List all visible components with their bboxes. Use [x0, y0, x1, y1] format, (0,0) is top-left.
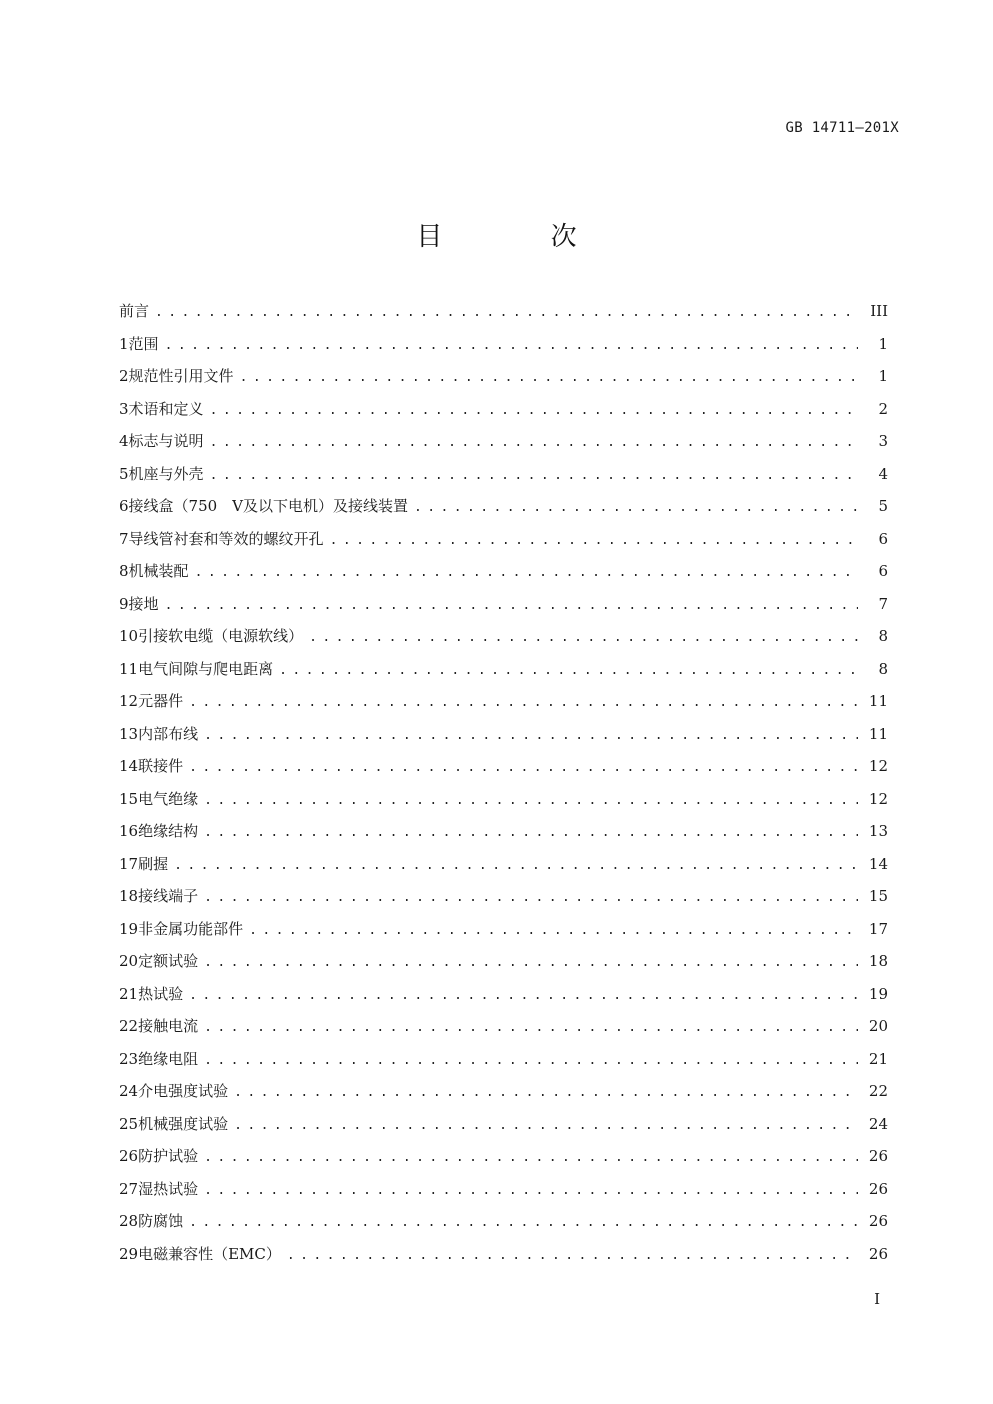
- toc-entry-title: 热试验: [138, 984, 184, 1003]
- dot-leader: [204, 947, 858, 980]
- toc-entry-page: 8: [878, 659, 888, 678]
- dot-leader: [204, 785, 858, 818]
- dot-leader: [287, 1240, 858, 1273]
- toc-entry-number: 11: [119, 659, 139, 678]
- toc-entry-title: 绝缘电阻: [138, 1049, 199, 1068]
- toc-entry-number: 5: [119, 464, 129, 483]
- toc-entry-number: 24: [119, 1082, 139, 1100]
- toc-entry-title: 定额试验: [138, 952, 199, 970]
- toc-entry[interactable]: [119, 1108, 888, 1141]
- toc-entry-page: 18: [868, 952, 888, 970]
- toc-entry-title: 联接件: [138, 757, 184, 775]
- toc-entry-title: 引接软电缆（电源软线）: [138, 627, 304, 645]
- toc-entry-number: 25: [119, 1114, 139, 1133]
- dot-leader: [279, 655, 858, 688]
- toc-entry[interactable]: [119, 848, 888, 881]
- toc-entry-title: 电磁兼容性（EMC）: [138, 1244, 281, 1263]
- toc-entry-title: 接线盒（750 V及以下电机）及接线装置: [128, 497, 409, 515]
- dot-leader: [249, 915, 858, 948]
- toc-entry-number: 9: [119, 594, 129, 613]
- dot-leader: [210, 460, 858, 493]
- toc-entry-title: 接地: [128, 594, 159, 613]
- dot-leader: [189, 687, 858, 720]
- toc-entry-page: 14: [868, 854, 888, 873]
- page-number: I: [874, 1290, 880, 1308]
- toc-entry[interactable]: [119, 750, 888, 783]
- toc-entry-number: 21: [119, 984, 139, 1003]
- toc-entry-title: 非金属功能部件: [138, 919, 244, 938]
- toc-entry-title: 电气间隙与爬电距离: [138, 659, 274, 678]
- dot-leader: [204, 882, 858, 915]
- toc-entry[interactable]: [119, 718, 888, 751]
- toc-entry[interactable]: [119, 978, 888, 1011]
- dot-leader: [174, 850, 858, 883]
- toc-entry-number: 28: [119, 1212, 139, 1230]
- toc-entry[interactable]: [119, 393, 888, 426]
- toc-entry-page: 6: [878, 562, 888, 580]
- toc-entry-title: 机座与外壳: [128, 464, 204, 483]
- toc-entry[interactable]: [119, 425, 888, 458]
- toc-entry-number: 18: [119, 887, 139, 905]
- dot-leader: [204, 1142, 858, 1175]
- toc-entry-number: 12: [119, 692, 139, 710]
- toc-entry-number: 15: [119, 789, 139, 808]
- dot-leader: [165, 330, 858, 363]
- toc-entry-title: 刷握: [138, 854, 169, 873]
- toc-entry-title: 接线端子: [138, 887, 199, 905]
- toc-entry-title: 接触电流: [138, 1017, 199, 1035]
- toc-entry-page: 1: [878, 334, 888, 353]
- toc-entry-page: 13: [868, 822, 888, 840]
- toc-entry-page: 24: [868, 1114, 888, 1133]
- toc-entry-title: 电气绝缘: [138, 789, 199, 808]
- toc-entry-page: 5: [878, 497, 888, 515]
- toc-entry-page: 26: [868, 1212, 888, 1230]
- toc-entry-number: 1: [119, 334, 129, 353]
- toc-entry-title: 内部布线: [138, 724, 199, 743]
- toc-entry-page: 7: [878, 594, 888, 613]
- toc-entry-page: 11: [868, 724, 888, 743]
- toc-entry[interactable]: [119, 458, 888, 491]
- toc-entry[interactable]: [119, 328, 888, 361]
- standard-code: GB 14711—201X: [785, 120, 899, 136]
- toc-entry[interactable]: [119, 620, 888, 653]
- toc-entry-page: 4: [878, 464, 888, 483]
- toc-entry-title: 范围: [128, 334, 159, 353]
- toc-entry-number: 6: [119, 497, 129, 515]
- toc-entry-title: 规范性引用文件: [128, 367, 234, 385]
- toc-entry-number: 22: [119, 1017, 139, 1035]
- toc-entry[interactable]: [119, 1075, 888, 1108]
- toc-entry-number: 29: [119, 1244, 139, 1263]
- toc-entry-title: 机械装配: [128, 562, 189, 580]
- toc-entry[interactable]: [119, 1010, 888, 1043]
- dot-leader: [330, 525, 858, 558]
- toc-entry-number: 20: [119, 952, 139, 970]
- toc-entry-page: 12: [868, 789, 888, 808]
- toc-entry-title: 防腐蚀: [138, 1212, 184, 1230]
- toc-entry-number: 7: [119, 529, 129, 548]
- toc-entry[interactable]: [119, 360, 888, 393]
- toc-entry-number: 13: [119, 724, 139, 743]
- toc-entry[interactable]: [119, 783, 888, 816]
- toc-entry-title: 元器件: [138, 692, 184, 710]
- dot-leader: [189, 980, 858, 1013]
- dot-leader: [189, 1207, 858, 1240]
- toc-entry-number: 26: [119, 1147, 139, 1165]
- dot-leader: [189, 752, 858, 785]
- toc-entry-title: 导线管衬套和等效的螺纹开孔: [128, 529, 324, 548]
- dot-leader: [210, 427, 858, 460]
- page-title: 目 次: [416, 222, 627, 252]
- dot-leader: [204, 720, 858, 753]
- toc-entry-page: 26: [868, 1244, 888, 1263]
- toc-entry-title: 术语和定义: [128, 399, 204, 418]
- dot-leader: [309, 622, 858, 655]
- dot-leader: [204, 1045, 858, 1078]
- dot-leader: [234, 1110, 858, 1143]
- toc-entry-title: 前言: [119, 302, 150, 320]
- toc-entry[interactable]: [119, 653, 888, 686]
- toc-entry[interactable]: [119, 295, 888, 328]
- toc-entry-title: 机械强度试验: [138, 1114, 229, 1133]
- toc-entry-page: 19: [868, 984, 888, 1003]
- toc-entry-page: 26: [868, 1179, 888, 1198]
- toc-entry-number: 3: [119, 399, 129, 418]
- toc-entry-title: 介电强度试验: [138, 1082, 229, 1100]
- dot-leader: [414, 492, 858, 525]
- toc-entry[interactable]: [119, 1205, 888, 1238]
- toc-entry-title: 湿热试验: [138, 1179, 199, 1198]
- toc-entry[interactable]: [119, 1173, 888, 1206]
- toc-entry-number: 14: [119, 757, 139, 775]
- toc-entry-page: 21: [868, 1049, 888, 1068]
- dot-leader: [195, 557, 858, 590]
- toc-entry-page: 3: [878, 432, 888, 450]
- toc-entry-title: 防护试验: [138, 1147, 199, 1165]
- toc-entry-page: 2: [878, 399, 888, 418]
- toc-entry[interactable]: [119, 880, 888, 913]
- toc-entry[interactable]: [119, 1238, 888, 1271]
- toc-entry[interactable]: [119, 815, 888, 848]
- toc-entry[interactable]: [119, 490, 888, 523]
- toc-entry-number: 16: [119, 822, 139, 840]
- toc-entry-page: III: [870, 302, 888, 320]
- table-of-contents: [119, 295, 888, 1270]
- toc-entry[interactable]: [119, 685, 888, 718]
- dot-leader: [204, 1012, 858, 1045]
- toc-entry-title: 标志与说明: [128, 432, 204, 450]
- toc-entry-title: 绝缘结构: [138, 822, 199, 840]
- toc-entry[interactable]: [119, 523, 888, 556]
- toc-entry-number: 27: [119, 1179, 139, 1198]
- dot-leader: [210, 395, 858, 428]
- toc-entry-page: 6: [878, 529, 888, 548]
- toc-entry[interactable]: [119, 1140, 888, 1173]
- toc-entry-page: 15: [868, 887, 888, 905]
- toc-entry[interactable]: [119, 945, 888, 978]
- dot-leader: [165, 590, 858, 623]
- toc-entry-number: 23: [119, 1049, 139, 1068]
- toc-entry-page: 22: [868, 1082, 888, 1100]
- toc-entry-number: 4: [119, 432, 129, 450]
- toc-entry-number: 10: [119, 627, 139, 645]
- toc-entry-page: 12: [868, 757, 888, 775]
- toc-entry-page: 17: [868, 919, 888, 938]
- toc-entry-page: 26: [868, 1147, 888, 1165]
- dot-leader: [155, 297, 858, 330]
- toc-entry[interactable]: [119, 588, 888, 621]
- toc-entry[interactable]: [119, 913, 888, 946]
- toc-entry-page: 8: [878, 627, 888, 645]
- toc-entry[interactable]: [119, 555, 888, 588]
- toc-entry-number: 17: [119, 854, 139, 873]
- toc-entry-page: 11: [868, 692, 888, 710]
- toc-entry-number: 8: [119, 562, 129, 580]
- dot-leader: [204, 817, 858, 850]
- toc-entry-number: 2: [119, 367, 129, 385]
- toc-entry[interactable]: [119, 1043, 888, 1076]
- toc-entry-page: 1: [878, 367, 888, 385]
- toc-entry-number: 19: [119, 919, 139, 938]
- dot-leader: [234, 1077, 858, 1110]
- dot-leader: [240, 362, 858, 395]
- dot-leader: [204, 1175, 858, 1208]
- toc-entry-page: 20: [868, 1017, 888, 1035]
